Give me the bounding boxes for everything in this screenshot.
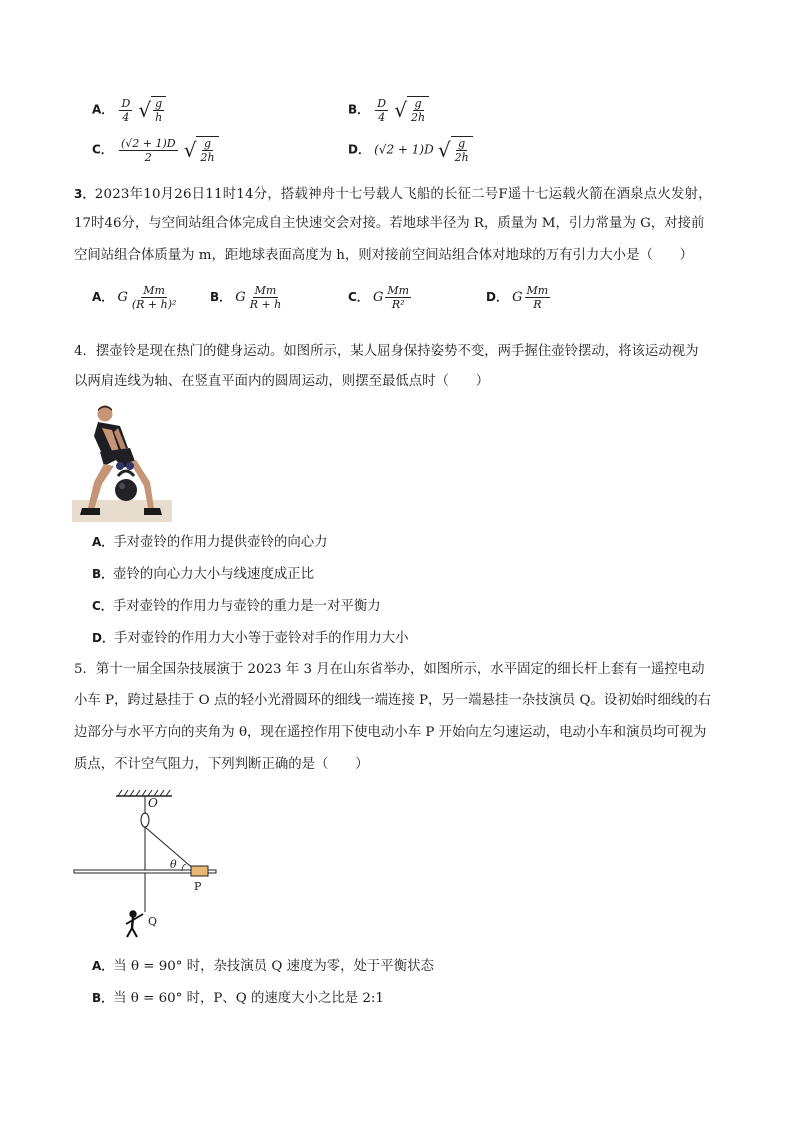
q5-line-4: 质点，不计空气阻力，下列判断正确的是（ ） <box>74 757 369 772</box>
q2-option-a: A． $\frac{D}{4}$ √ $\frac{g}{h}$ <box>92 96 166 124</box>
q3-option-d: D． G $\frac{Mm}{R}$ <box>486 284 549 311</box>
label-p: P <box>194 880 202 893</box>
pulley-diagram <box>70 786 230 942</box>
car-p <box>191 866 208 876</box>
q4-line-1: 4．摆壶铃是现在热门的健身运动。如图所示，某人屈身保持姿势不变，两手握住壶铃摆动，将该运动视为 <box>74 344 699 359</box>
q4-option-c: C．手对壶铃的作用力与壶铃的重力是一对平衡力 <box>92 599 381 614</box>
q3-line-3: 空间站组合体质量为 m，距地球表面高度为 h，则对接前空间站组合体对地球的万有引力大小是（ ） <box>74 248 694 263</box>
label-theta: θ <box>170 858 177 871</box>
label-q: Q <box>148 915 158 928</box>
q5-line-3: 边部分与水平方向的夹角为 θ，现在遥控作用下使电动小车 P 开始向左匀速运动，电动小车和演员均可视为 <box>74 725 707 740</box>
q4-option-a: A．手对壶铃的作用力提供壶铃的向心力 <box>92 535 328 550</box>
q2-option-b: B． $\frac{D}{4}$ √ $\frac{g}{2h}$ <box>348 96 429 124</box>
q5-line-2: 小车 P，跨过悬挂于 O 点的轻小光滑圆环的细线一端连接 P，另一端悬挂一杂技演员 Q。设初始时细线的右 <box>74 693 712 708</box>
q3-option-c: C． G $\frac{Mm}{\text{R²}}$ <box>348 284 410 311</box>
q4-option-d: D．手对壶铃的作用力大小等于壶铃对手的作用力大小 <box>92 631 409 646</box>
q5-option-a: A．当 θ = 90° 时，杂技演员 Q 速度为零，处于平衡状态 <box>92 959 434 974</box>
q4-option-b: B．壶铃的向心力大小与线速度成正比 <box>92 567 315 582</box>
kettlebell-photo <box>72 402 172 522</box>
q2-option-d: D． (√2 + 1)D √ $\frac{g}{2h}$ <box>348 136 473 164</box>
q5-option-b: B．当 θ = 60° 时，P、Q 的速度大小之比是 2:1 <box>92 991 384 1006</box>
q5-line-1: 5．第十一届全国杂技展演于 2023 年 3 月在山东省举办，如图所示，水平固定的细长杆上套有一遥控电动 <box>74 662 705 677</box>
label-o: O <box>148 796 158 810</box>
q4-line-2: 以两肩连线为轴、在竖直平面内的圆周运动，则摆至最低点时（ ） <box>74 374 490 389</box>
q3-option-a: A． G $\frac{Mm}{\text{(R + h)²}}$ <box>92 284 177 311</box>
ceiling-hatch <box>118 790 170 796</box>
q3-option-b: B． G $\frac{Mm}{R + h}$ <box>210 284 282 311</box>
q2-option-c: C． $\frac{(√2 + 1)D}{2}$ √ $\frac{g}{2h}$ <box>92 136 219 164</box>
acrobat-q <box>126 911 143 937</box>
q3-line-1: 3．2023年10月26日11时14分，搭载神舟十七号载人飞船的长征二号F遥十七运载火箭在酒泉点火发射， <box>74 187 712 202</box>
q3-line-2: 17时46分，与空间站组合体完成自主快速交会对接。若地球半径为 R，质量为 M，引力常量为 G，对接前 <box>74 216 705 231</box>
pulley-ring <box>141 813 149 827</box>
